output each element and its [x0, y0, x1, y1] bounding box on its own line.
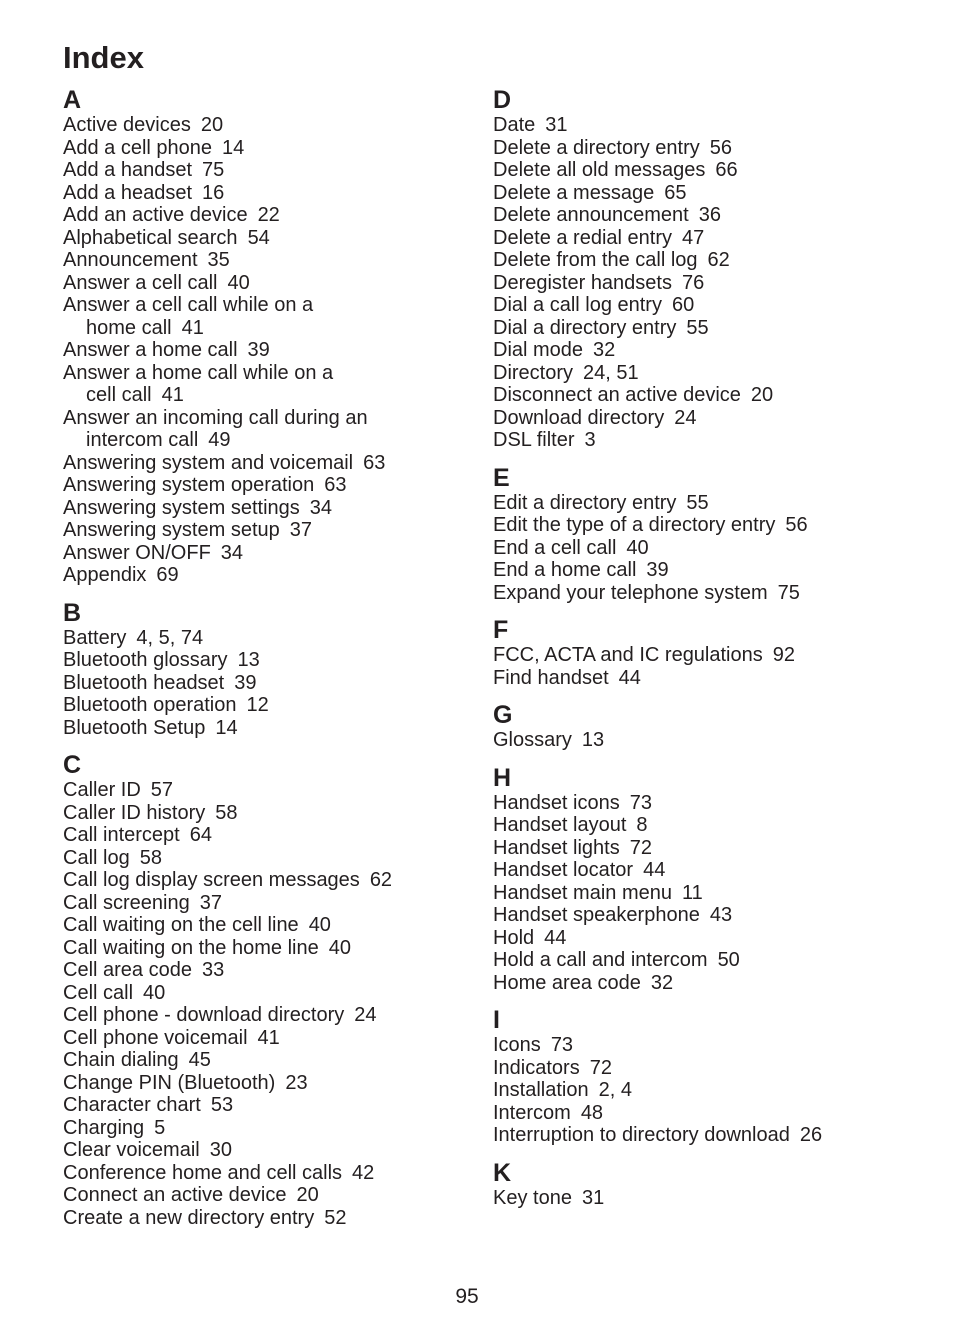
index-entry	[63, 982, 473, 1005]
index-entry	[63, 1184, 473, 1207]
entry-text: Handset locator	[493, 859, 634, 881]
entry-page-ref: 5	[154, 1116, 166, 1139]
index-entry	[493, 114, 933, 137]
entry-page-ref: 32	[650, 971, 674, 994]
entry-text: Call log	[63, 846, 130, 869]
index-entry	[493, 272, 933, 295]
index-entry	[63, 497, 473, 520]
entry-page-ref: 47	[681, 226, 705, 249]
entry-continuation-text: home call	[86, 316, 172, 339]
index-entry	[63, 564, 473, 587]
index-entry	[63, 937, 473, 960]
entry-page-ref: 75	[777, 581, 800, 604]
entry-text: Add a headset	[63, 181, 192, 204]
index-entry	[493, 249, 933, 272]
index-entry	[63, 204, 473, 227]
entry-page-ref: 20	[750, 384, 774, 406]
index-section-h	[493, 764, 933, 995]
index-column-right	[493, 86, 933, 1221]
entry-page-ref: 54	[247, 226, 270, 249]
entry-text: Conference home and cell calls	[63, 1161, 343, 1184]
entry-text: Call intercept	[63, 824, 180, 846]
entry-text: Intercom	[493, 1101, 571, 1124]
entry-page-ref: 55	[686, 491, 709, 514]
index-entry	[493, 882, 933, 905]
entry-page-ref: 43	[709, 904, 733, 926]
entry-text: Create a new directory entry	[63, 1206, 315, 1229]
section-letter: E	[493, 463, 510, 492]
index-entry	[63, 1207, 473, 1230]
entry-text: Caller ID	[63, 779, 141, 801]
entry-page-ref: 32	[593, 339, 616, 361]
index-section-f	[493, 616, 933, 689]
entry-text: FCC, ACTA and IC regulations	[493, 644, 763, 666]
index-entry	[493, 859, 933, 882]
entry-text: Dial mode	[493, 339, 584, 361]
entry-text: Disconnect an active device	[493, 384, 741, 406]
entry-text: Answer a cell call	[63, 271, 218, 294]
entry-text: Delete all old messages	[493, 159, 706, 181]
index-entry	[493, 182, 933, 205]
entry-text: Handset lights	[493, 836, 620, 859]
entry-page-ref: 39	[646, 559, 669, 581]
entry-text: Call waiting on the home line	[63, 936, 319, 959]
index-entry	[493, 537, 933, 560]
index-entry	[493, 582, 933, 605]
entry-text: Directory	[493, 361, 574, 384]
entry-text: Delete announcement	[493, 204, 689, 226]
entry-page-ref: 40	[308, 914, 331, 936]
entry-page-ref: 36	[698, 204, 721, 226]
entry-page-ref: 48	[580, 1101, 604, 1124]
index-entry	[493, 814, 933, 837]
entry-page-ref: 24	[674, 406, 697, 429]
entry-text: Delete from the call log	[493, 249, 698, 271]
entry-text: Dial a call log entry	[493, 294, 662, 316]
index-entry	[63, 649, 473, 672]
index-entry	[63, 779, 473, 802]
index-section-i	[493, 1006, 933, 1147]
entry-page-ref: 4, 5, 74	[136, 626, 204, 649]
entry-page-ref: 31	[581, 1186, 605, 1209]
entry-page-ref: 24	[354, 1004, 377, 1026]
index-entry	[63, 802, 473, 825]
entry-text: Announcement	[63, 249, 198, 271]
entry-text: Handset icons	[493, 791, 620, 814]
entry-page-ref: 50	[717, 949, 740, 971]
entry-text: Add an active device	[63, 204, 248, 226]
index-entry	[493, 927, 933, 950]
entry-text: Delete a redial entry	[493, 226, 672, 249]
entry-text: Delete a message	[493, 181, 655, 204]
index-entry	[63, 407, 473, 452]
entry-text: Handset layout	[493, 814, 627, 836]
entry-text: Character chart	[63, 1094, 201, 1116]
index-section-k	[493, 1159, 933, 1210]
index-entry	[63, 847, 473, 870]
entry-text: Active devices	[63, 114, 191, 136]
index-entry	[493, 729, 933, 752]
index-section-b	[63, 599, 473, 740]
entry-page-ref: 44	[544, 926, 567, 949]
index-entry	[63, 362, 473, 407]
entry-text: Indicators	[493, 1056, 580, 1079]
entry-page-ref: 44	[618, 666, 641, 689]
index-entry	[63, 272, 473, 295]
entry-page-ref: 44	[643, 859, 666, 881]
index-entry	[493, 1124, 933, 1147]
index-entry	[493, 492, 933, 515]
index-entry	[63, 294, 473, 339]
entry-page-ref: 35	[207, 249, 230, 271]
entry-text: Cell call	[63, 981, 134, 1004]
index-entry	[493, 972, 933, 995]
entry-page-ref: 24, 51	[583, 361, 639, 384]
index-entry	[63, 542, 473, 565]
entry-page-ref: 49	[208, 429, 231, 451]
index-entry	[63, 227, 473, 250]
entry-page-ref: 39	[247, 339, 270, 361]
index-entry	[63, 159, 473, 182]
entry-page-ref: 56	[709, 136, 733, 159]
entry-page-ref: 37	[289, 519, 313, 541]
entry-text: Date	[493, 114, 536, 136]
entry-text: End a cell call	[493, 536, 617, 559]
index-entry	[63, 1027, 473, 1050]
index-entry	[63, 1117, 473, 1140]
entry-page-ref: 33	[201, 959, 225, 981]
entry-text: Find handset	[493, 666, 609, 689]
index-entry	[493, 429, 933, 452]
entry-page-ref: 63	[363, 451, 386, 474]
entry-page-ref: 14	[222, 136, 245, 159]
entry-text: Glossary	[493, 729, 572, 751]
index-entry	[63, 452, 473, 475]
index-entry	[63, 627, 473, 650]
index-entry	[63, 1072, 473, 1095]
entry-page-ref: 45	[188, 1049, 211, 1071]
entry-text: Caller ID history	[63, 801, 206, 824]
entry-text: Edit a directory entry	[493, 491, 677, 514]
entry-text: Download directory	[493, 406, 665, 429]
index-entry	[63, 892, 473, 915]
index-entry	[493, 514, 933, 537]
index-entry	[493, 1187, 933, 1210]
entry-page-ref: 22	[257, 204, 280, 226]
index-entry	[493, 339, 933, 362]
entry-text: Answer a home call	[63, 339, 238, 361]
index-entry	[63, 1004, 473, 1027]
entry-page-ref: 62	[707, 249, 730, 271]
index-entry	[63, 182, 473, 205]
entry-text: Answer ON/OFF	[63, 541, 211, 564]
index-entry	[493, 904, 933, 927]
section-letter: D	[493, 86, 512, 114]
index-entry	[63, 717, 473, 740]
entry-page-ref: 92	[772, 644, 795, 666]
entry-text: Handset main menu	[493, 881, 672, 904]
entry-page-ref: 40	[227, 271, 250, 294]
section-letter: F	[493, 616, 509, 644]
entry-text: Handset speakerphone	[493, 904, 700, 926]
entry-page-ref: 8	[636, 814, 648, 836]
entry-text: Battery	[63, 626, 127, 649]
index-section-d	[493, 86, 933, 452]
entry-text: Charging	[63, 1116, 145, 1139]
entry-page-ref: 62	[369, 869, 393, 891]
entry-continuation	[63, 317, 473, 340]
entry-page-ref: 73	[550, 1034, 574, 1056]
entry-page-ref: 73	[629, 791, 652, 814]
entry-page-ref: 41	[161, 384, 184, 406]
index-entry	[493, 837, 933, 860]
entry-text: Icons	[493, 1034, 541, 1056]
index-entry	[493, 644, 933, 667]
section-letter: H	[493, 763, 512, 792]
entry-page-ref: 66	[715, 159, 738, 181]
index-entry	[63, 694, 473, 717]
entry-page-ref: 31	[545, 114, 568, 136]
index-entry	[63, 474, 473, 497]
page-title: Index	[63, 40, 144, 75]
entry-page-ref: 41	[181, 316, 204, 339]
entry-page-ref: 13	[581, 729, 605, 751]
index-entry	[493, 559, 933, 582]
entry-text: Edit the type of a directory entry	[493, 514, 776, 536]
entry-page-ref: 3	[584, 429, 596, 451]
entry-text: Home area code	[493, 971, 641, 994]
entry-text: Alphabetical search	[63, 226, 238, 249]
index-entry	[63, 869, 473, 892]
entry-text: Hold	[493, 926, 535, 949]
index-entry	[493, 362, 933, 385]
entry-page-ref: 72	[629, 836, 652, 859]
entry-page-ref: 20	[296, 1184, 319, 1206]
entry-text: Answering system settings	[63, 496, 300, 519]
entry-page-ref: 63	[324, 474, 347, 496]
entry-text: Add a cell phone	[63, 136, 213, 159]
entry-text: Delete a directory entry	[493, 136, 700, 159]
entry-page-ref: 56	[785, 514, 808, 536]
index-section-a	[63, 86, 473, 587]
entry-text: Call waiting on the cell line	[63, 914, 299, 936]
entry-text: Interruption to directory download	[493, 1124, 790, 1146]
index-entry	[493, 1102, 933, 1125]
entry-text: Change PIN (Bluetooth)	[63, 1071, 276, 1094]
entry-page-ref: 53	[210, 1094, 234, 1116]
index-entry	[63, 137, 473, 160]
index-entry	[63, 824, 473, 847]
index-entry	[493, 1079, 933, 1102]
index-entry	[63, 339, 473, 362]
entry-page-ref: 72	[589, 1056, 612, 1079]
entry-page-ref: 58	[139, 846, 162, 869]
section-letter: B	[63, 598, 82, 627]
entry-page-ref: 12	[246, 694, 269, 716]
index-entry	[493, 294, 933, 317]
entry-page-ref: 2, 4	[598, 1079, 632, 1101]
entry-page-ref: 76	[681, 271, 705, 294]
entry-continuation	[63, 429, 473, 452]
entry-text: Bluetooth operation	[63, 694, 237, 716]
entry-text: Call log display screen messages	[63, 869, 360, 891]
index-entry	[63, 1162, 473, 1185]
section-letter: A	[63, 86, 82, 114]
entry-page-ref: 75	[202, 159, 225, 181]
entry-text: Expand your telephone system	[493, 581, 768, 604]
entry-text: Chain dialing	[63, 1049, 179, 1071]
entry-page-ref: 34	[220, 541, 244, 564]
entry-page-ref: 30	[209, 1139, 232, 1161]
entry-text: Bluetooth glossary	[63, 649, 228, 671]
entry-page-ref: 65	[664, 181, 687, 204]
index-entry	[63, 114, 473, 137]
entry-page-ref: 13	[237, 649, 260, 671]
index-entry	[63, 249, 473, 272]
entry-page-ref: 58	[215, 801, 238, 824]
index-entry	[493, 949, 933, 972]
entry-text: Cell phone voicemail	[63, 1026, 248, 1049]
entry-page-ref: 52	[324, 1206, 347, 1229]
entry-text: Cell area code	[63, 959, 192, 981]
entry-page-ref: 69	[156, 564, 179, 586]
index-entry	[63, 914, 473, 937]
index-entry	[63, 959, 473, 982]
index-entry	[493, 1034, 933, 1057]
entry-text: Answer a cell call while on a	[63, 294, 314, 316]
entry-text: Cell phone - download directory	[63, 1004, 345, 1026]
index-entry	[493, 667, 933, 690]
entry-continuation	[63, 384, 473, 407]
entry-page-ref: 40	[626, 536, 649, 559]
index-entry	[63, 1049, 473, 1072]
entry-page-ref: 57	[150, 779, 174, 801]
entry-text: Answer a home call while on a	[63, 361, 334, 384]
entry-text: Installation	[493, 1079, 589, 1101]
index-entry	[493, 227, 933, 250]
entry-text: Bluetooth headset	[63, 671, 225, 694]
entry-text: End a home call	[493, 559, 637, 581]
entry-text: Answering system operation	[63, 474, 315, 496]
index-entry	[63, 1139, 473, 1162]
entry-text: Answering system setup	[63, 519, 280, 541]
index-section-c	[63, 751, 473, 1229]
entry-text: Dial a directory entry	[493, 316, 677, 339]
entry-text: Bluetooth Setup	[63, 716, 206, 739]
index-entry	[493, 407, 933, 430]
index-entry	[493, 792, 933, 815]
entry-text: Connect an active device	[63, 1184, 287, 1206]
entry-text: Appendix	[63, 564, 147, 586]
section-letter: I	[493, 1006, 500, 1034]
entry-page-ref: 11	[681, 881, 703, 904]
entry-page-ref: 40	[143, 981, 166, 1004]
index-entry	[63, 1094, 473, 1117]
entry-page-ref: 26	[799, 1124, 823, 1146]
index-entry	[493, 384, 933, 407]
section-letter: K	[493, 1158, 512, 1187]
index-entry	[493, 137, 933, 160]
entry-text: DSL filter	[493, 429, 575, 451]
page-number: 95	[455, 1285, 479, 1308]
entry-page-ref: 20	[200, 114, 224, 136]
index-entry	[493, 317, 933, 340]
entry-page-ref: 14	[215, 716, 238, 739]
section-letter: G	[493, 701, 513, 729]
entry-page-ref: 23	[285, 1071, 308, 1094]
entry-text: Deregister handsets	[493, 271, 672, 294]
entry-page-ref: 55	[686, 316, 709, 339]
index-entry	[493, 159, 933, 182]
entry-page-ref: 40	[328, 936, 351, 959]
entry-text: Clear voicemail	[63, 1139, 200, 1161]
index-entry	[493, 204, 933, 227]
index-section-e	[493, 464, 933, 605]
index-entry	[63, 519, 473, 542]
entry-page-ref: 64	[189, 824, 212, 846]
entry-page-ref: 42	[352, 1161, 375, 1184]
entry-page-ref: 41	[257, 1026, 280, 1049]
entry-text: Add a handset	[63, 159, 192, 181]
section-letter: C	[63, 751, 82, 779]
index-section-g	[493, 701, 933, 752]
entry-page-ref: 37	[199, 891, 222, 914]
entry-page-ref: 16	[202, 181, 225, 204]
entry-continuation-text: cell call	[86, 384, 152, 406]
entry-page-ref: 60	[671, 294, 695, 316]
entry-text: Key tone	[493, 1186, 572, 1209]
entry-text: Answering system and voicemail	[63, 451, 354, 474]
index-column-left	[63, 86, 473, 1241]
entry-page-ref: 39	[234, 671, 257, 694]
entry-text: Call screening	[63, 891, 190, 914]
index-entry	[493, 1057, 933, 1080]
index-entry	[63, 672, 473, 695]
entry-text: Hold a call and intercom	[493, 949, 708, 971]
entry-text: Answer an incoming call during an	[63, 406, 368, 429]
entry-continuation-text: intercom call	[86, 429, 199, 451]
entry-page-ref: 34	[309, 496, 333, 519]
